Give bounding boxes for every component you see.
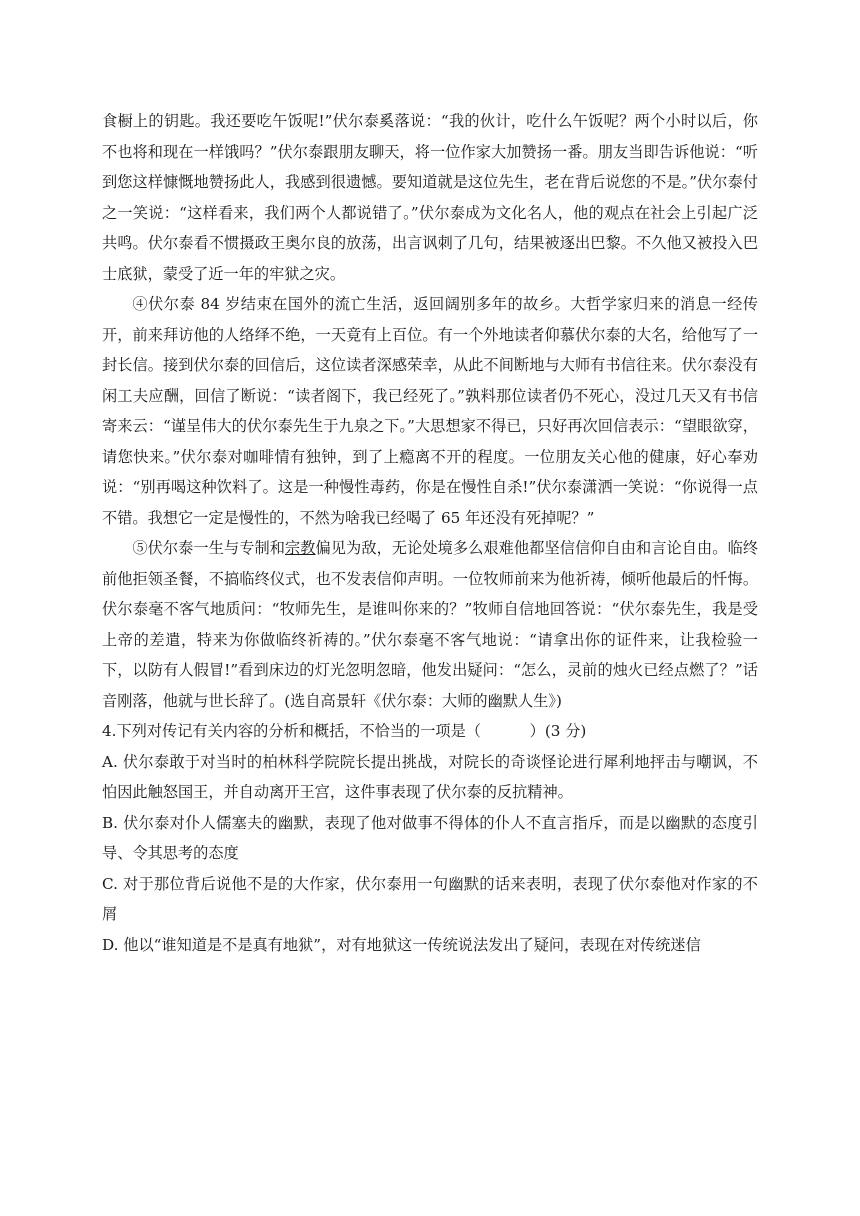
option-d: D. 他以“谁知道是不是真有地狱”，对有地狱这一传统说法发出了疑问，表现在对传统迷信 (102, 935, 701, 954)
question-4-stem (102, 716, 758, 747)
paragraph-5-part-b: 偏见为敌，无论处境多么艰难他都坚信信仰自由和言论自由。临终前他拒领圣餐，不搞临终仪式，也不发表信仰声明。一位牧师前来为他祈祷，倾听他最后的忏悔。伏尔泰毫不客气地质问：“牧师先生，是谁叫你来的？”牧师自信地回答说：“伏尔泰先生，我是受上帝的差遣，特来为你做临终祈祷的。”伏尔泰毫不客气地说：“请拿出你的证件来，让我检验一下，以防有人假冒!”看到床边的灯光忽明忽暗，他发出疑问：“怎么，灵前的烛火已经点燃了？”话音刚落，他就与世长辞了。(选自高景轩《伏尔泰：大师的幽默人生》) (102, 539, 759, 710)
paragraph-5 (102, 533, 758, 716)
question-4-stem-a: 4.下列对传记有关内容的分析和概括，不恰当的一项是（ (102, 722, 481, 740)
document-page (102, 106, 758, 960)
paragraph-5-part-a: ⑤伏尔泰一生与专制和 (132, 539, 285, 557)
underlined-term: 宗教 (285, 539, 316, 557)
question-4-stem-b: ）(3 分) (529, 722, 587, 740)
paragraph-4: ④伏尔泰 84 岁结束在国外的流亡生活，返回阔别多年的故乡。大哲学家归来的消息一经传开，前来拜访他的人络绎不绝，一天竟有上百位。有一个外地读者仰慕伏尔泰的大名，给他写了一封长信。接到伏尔泰的回信后，这位读者深感荣幸，从此不间断地与大师有书信往来。伏尔泰没有闲工夫应酬，回信了断说：“读者阁下，我已经死了。”孰料那位读者仍不死心，没过几天又有书信寄来云：“谨呈伟大的伏尔泰先生于九泉之下。”大思想家不得已，只好再次回信表示：“望眼欲穿，请您快来。”伏尔泰对咖啡情有独钟，到了上瘾离不开的程度。一位朋友关心他的健康，好心奉劝说：“别再喝这种饮料了。这是一种慢性毒药，你是在慢性自杀!”伏尔泰潇洒一笑说：“你说得一点不错。我想它一定是慢性的，不然为啥我已经喝了 65 年还没有死掉呢？” (102, 295, 758, 527)
paragraph-3-continued: 食橱上的钥匙。我还要吃午饭呢!”伏尔泰奚落说：“我的伙计，吃什么午饭呢？两个小时以后，你不也将和现在一样饿吗？”伏尔泰跟朋友聊天，将一位作家大加赞扬一番。朋友当即告诉他说：“听到您这样慷慨地赞扬此人，我感到很遗憾。要知道就是这位先生，老在背后说您的不是。”伏尔泰付之一笑说：“这样看来，我们两个人都说错了。”伏尔泰成为文化名人，他的观点在社会上引起广泛共鸣。伏尔泰看不惯摄政王奥尔良的放荡，出言讽刺了几句，结果被逐出巴黎。不久他又被投入巴士底狱，蒙受了近一年的牢狱之灾。 (102, 112, 758, 283)
option-a: A. 伏尔泰敢于对当时的柏林科学院院长提出挑战，对院长的奇谈怪论进行犀利地抨击与嘲讽，不怕因此触怒国王，并自动离开王宫，这件事表现了伏尔泰的反抗精神。 (102, 752, 758, 801)
option-b: B. 伏尔泰对仆人儒塞夫的幽默，表现了他对做事不得体的仆人不直言指斥，而是以幽默的态度引导、令其思考的态度 (102, 813, 758, 862)
option-c: C. 对于那位背后说他不是的大作家，伏尔泰用一句幽默的话来表明，表现了伏尔泰他对作家的不屑 (102, 874, 758, 923)
